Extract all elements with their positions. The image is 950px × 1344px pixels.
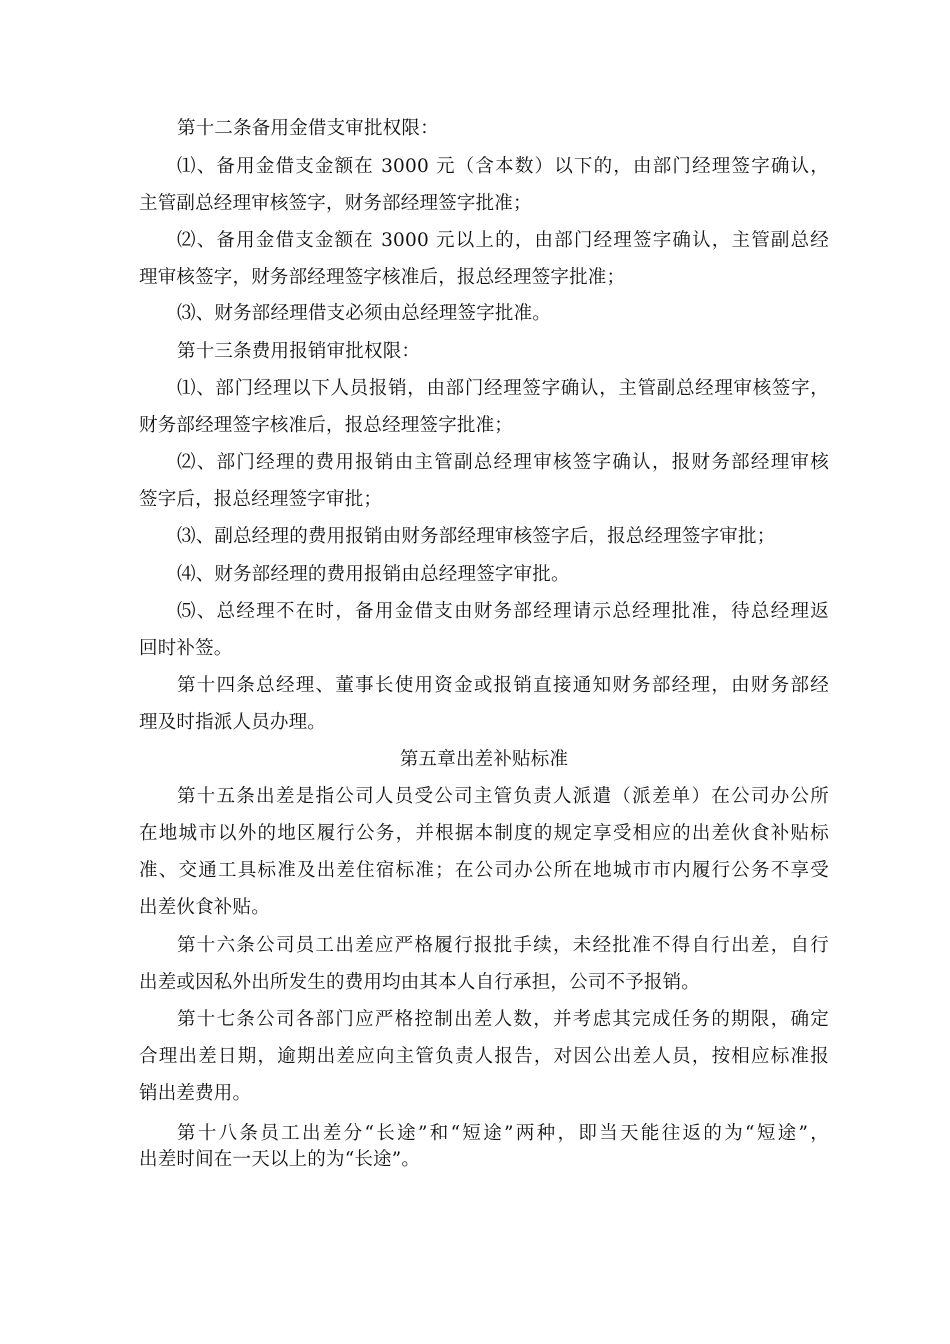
article-13-item-4: ⑷、财务部经理的费用报销由总经理签字审批。 — [177, 564, 570, 585]
article-12-heading: 第十二条备用金借支审批权限： — [177, 118, 439, 139]
article-14-line-1: 第十四条总经理、董事长使用资金或报销直接通知财务部经理，由财务部经 — [177, 675, 829, 696]
article-12-item-2-line-1: ⑵、备用金借支金额在 3000 元以上的，由部门经理签字确认，主管副总经 — [177, 230, 829, 251]
article-15-line-2: 在地城市以外的地区履行公务，并根据本制度的规定享受相应的出差伙食补贴标 — [139, 823, 829, 844]
article-17-line-2: 合理出差日期，逾期出差应向主管负责人报告，对因公出差人员，按相应标准报 — [139, 1046, 829, 1067]
article-13-item-5-line-1: ⑸、总经理不在时，备用金借支由财务部经理请示总经理批准，待总经理返 — [177, 601, 829, 622]
article-13-item-1-line-1: ⑴、部门经理以下人员报销，由部门经理签字确认，主管副总经理审核签字， — [177, 378, 829, 399]
article-18-line-1: 第十八条员工出差分“长途”和“短途”两种，即当天能往返的为“短途”， — [177, 1123, 829, 1144]
article-12-item-3: ⑶、财务部经理借支必须由总经理签字批准。 — [177, 303, 552, 324]
article-13-item-2-line-2: 签字后，报总经理签字审批； — [139, 489, 383, 510]
article-18-line-2: 出差时间在一天以上的为“长途”。 — [139, 1149, 421, 1170]
article-14-line-2: 理及时指派人员办理。 — [139, 712, 327, 733]
article-13-heading: 第十三条费用报销审批权限： — [177, 341, 421, 362]
article-12-item-2-line-2: 理审核签字，财务部经理签字核准后，报总经理签字批准； — [139, 267, 626, 288]
article-17-line-1: 第十七条公司各部门应严格控制出差人数，并考虑其完成任务的期限，确定 — [177, 1009, 829, 1030]
article-13-item-5-line-2: 回时补签。 — [139, 638, 233, 659]
article-15-line-1: 第十五条出差是指公司人员受公司主管负责人派遣（派差单）在公司办公所 — [177, 786, 829, 807]
article-13-item-1-line-2: 财务部经理签字核准后，报总经理签字批准； — [139, 415, 514, 436]
article-12-item-1-line-2: 主管副总经理审核签字，财务部经理签字批准； — [139, 193, 532, 214]
article-13-item-2-line-1: ⑵、部门经理的费用报销由主管副总经理审核签字确认，报财务部经理审核 — [177, 452, 829, 473]
article-15-line-4: 出差伙食补贴。 — [139, 897, 270, 918]
article-13-item-3: ⑶、副总经理的费用报销由财务部经理审核签字后，报总经理签字审批； — [177, 526, 776, 547]
article-16-line-1: 第十六条公司员工出差应严格履行报批手续，未经批准不得自行出差，自行 — [177, 935, 829, 956]
chapter-5-title: 第五章出差补贴标准 — [399, 749, 569, 770]
article-17-line-3: 销出差费用。 — [139, 1083, 252, 1104]
article-15-line-3: 准、交通工具标准及出差住宿标准；在公司办公所在地城市市内履行公务不享受 — [139, 860, 829, 881]
article-12-item-1-line-1: ⑴、备用金借支金额在 3000 元（含本数）以下的，由部门经理签字确认， — [177, 156, 829, 177]
article-16-line-2: 出差或因私外出所发生的费用均由其本人自行承担，公司不予报销。 — [139, 972, 701, 993]
